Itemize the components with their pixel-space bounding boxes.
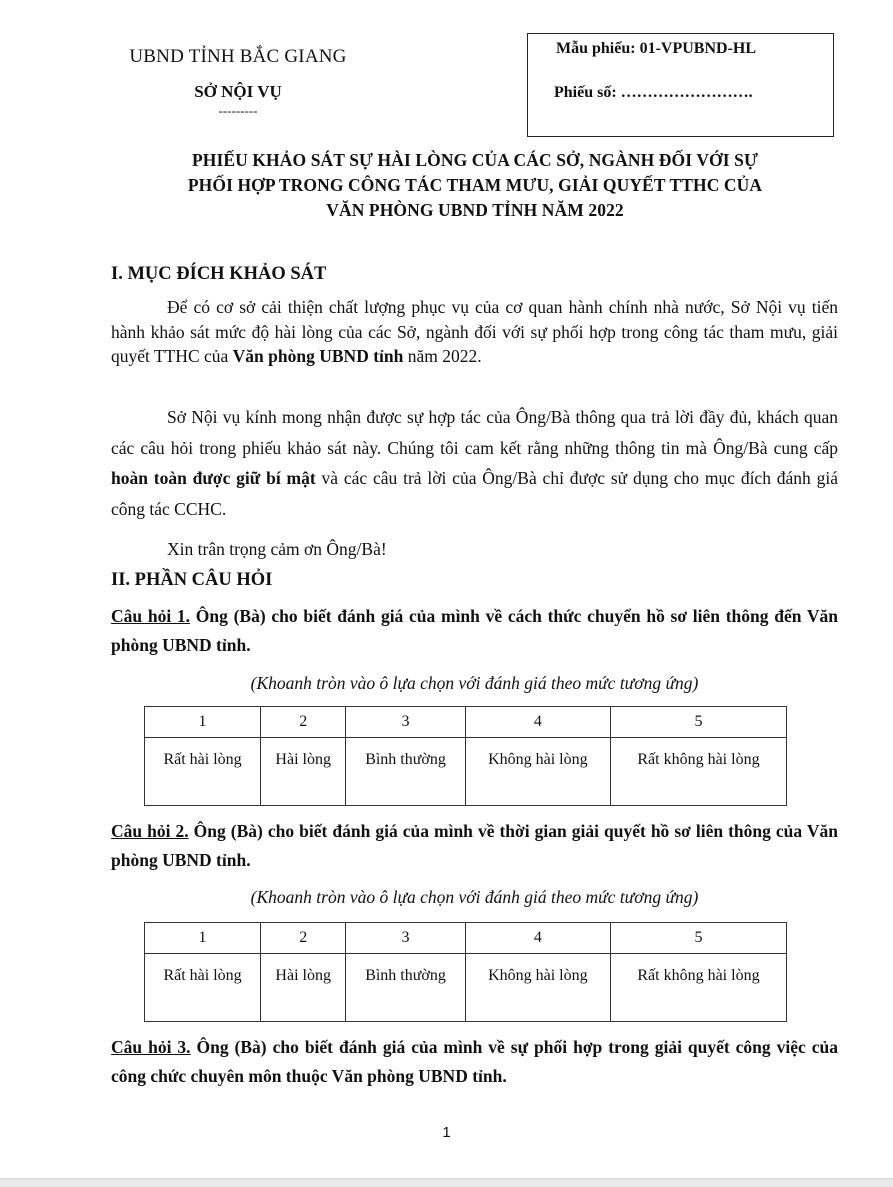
purpose-paragraph — [111, 295, 838, 369]
question-3-text: Ông (Bà) cho biết đánh giá của mình về sự phối hợp trong giải quyết công việc của công chức chuyên môn thuộc Văn phòng UBND tỉnh. — [111, 1037, 838, 1086]
rating-label-very-dissatisfied[interactable]: Rất không hài lòng — [610, 738, 786, 806]
purpose-text: Để có cơ sở cải thiện chất lượng phục vụ của cơ quan hành chính nhà nước, Sở Nội vụ tiến hành khảo sát mức độ hài lòng của các Sở, ngành đối với sự phối hợp trong công tác tham mưu, giải quyết TTHC của — [111, 297, 838, 366]
thanks-line: Xin trân trọng cảm ơn Ông/Bà! — [167, 539, 387, 559]
question-3-label: Câu hỏi 3. — [111, 1037, 191, 1057]
rating-option-5[interactable]: 5 — [610, 923, 786, 954]
rating-option-2[interactable]: 2 — [261, 707, 346, 738]
question-1-instruction: (Khoanh tròn vào ô lựa chọn với đánh giá theo mức tương ứng) — [250, 673, 699, 693]
rating-option-1[interactable]: 1 — [145, 923, 261, 954]
rating-option-4[interactable]: 4 — [465, 707, 610, 738]
rating-number-row — [145, 923, 787, 954]
rating-option-1[interactable]: 1 — [145, 707, 261, 738]
rating-option-4[interactable]: 4 — [465, 923, 610, 954]
confidentiality-text-end: và các câu trả lời của Ông/Bà chỉ được sử dụng cho mục đích đánh giá công tác CCHC. — [111, 468, 838, 519]
purpose-bold-text: Văn phòng UBND tỉnh — [232, 346, 404, 366]
issuing-authority — [118, 46, 358, 118]
rating-label-dissatisfied[interactable]: Không hài lòng — [465, 738, 610, 806]
title-line-3: VĂN PHÒNG UBND TỈNH NĂM 2022 — [326, 200, 624, 220]
rating-number-row — [145, 707, 787, 738]
rating-label-neutral[interactable]: Bình thường — [346, 954, 465, 1022]
rating-label-satisfied[interactable]: Hài lòng — [261, 954, 346, 1022]
rating-label-row — [145, 738, 787, 806]
confidentiality-paragraph — [111, 402, 838, 524]
province-committee: UBND TỈNH BẮC GIANG — [129, 46, 347, 67]
section-2-heading: II. PHẦN CÂU HỎI — [111, 570, 273, 590]
rating-label-dissatisfied[interactable]: Không hài lòng — [465, 954, 610, 1022]
rating-option-2[interactable]: 2 — [261, 923, 346, 954]
rating-label-row — [145, 954, 787, 1022]
rating-label-neutral[interactable]: Bình thường — [346, 738, 465, 806]
rating-option-5[interactable]: 5 — [610, 707, 786, 738]
rating-option-3[interactable]: 3 — [346, 923, 465, 954]
page-number: 1 — [442, 1124, 451, 1141]
question-1-text: Ông (Bà) cho biết đánh giá của mình về cách thức chuyển hồ sơ liên thông đến Văn phòng UBND tỉnh. — [111, 606, 839, 655]
rating-option-3[interactable]: 3 — [346, 707, 465, 738]
question-2-text: Ông (Bà) cho biết đánh giá của mình về thời gian giải quyết hồ sơ liên thông của Văn phòng UBND tỉnh. — [111, 821, 838, 870]
header-divider: --------- — [218, 103, 258, 118]
rating-label-very-dissatisfied[interactable]: Rất không hài lòng — [610, 954, 786, 1022]
rating-label-very-satisfied[interactable]: Rất hài lòng — [145, 954, 261, 1022]
question-1 — [111, 602, 838, 660]
department-name: SỞ NỘI VỤ — [194, 82, 282, 101]
form-info-box — [527, 33, 834, 137]
question-1-label: Câu hỏi 1. — [111, 606, 191, 626]
question-2-instruction: (Khoanh tròn vào ô lựa chọn với đánh giá theo mức tương ứng) — [250, 887, 699, 907]
title-line-1: PHIẾU KHẢO SÁT SỰ HÀI LÒNG CỦA CÁC SỞ, NGÀNH ĐỐI VỚI SỰ — [191, 150, 759, 170]
question-1-rating-table — [144, 706, 787, 806]
confidentiality-bold-text: hoàn toàn được giữ bí mật — [111, 468, 316, 488]
purpose-text-end: năm 2022. — [403, 346, 482, 366]
form-number-field: Phiếu số: ……………………. — [554, 84, 753, 101]
rating-label-very-satisfied[interactable]: Rất hài lòng — [145, 738, 261, 806]
section-1-heading: I. MỤC ĐÍCH KHẢO SÁT — [111, 264, 327, 284]
rating-label-satisfied[interactable]: Hài lòng — [261, 738, 346, 806]
form-code: Mẫu phiếu: 01-VPUBND-HL — [556, 40, 757, 57]
question-2 — [111, 817, 838, 875]
confidentiality-text: Sở Nội vụ kính mong nhận được sự hợp tác của Ông/Bà thông qua trả lời đầy đủ, khách quan các câu hỏi trong phiếu khảo sát này. Chúng tôi cam kết rằng những thông tin mà Ông/Bà cung cấp — [111, 407, 838, 458]
question-2-label: Câu hỏi 2. — [111, 821, 189, 841]
question-3 — [111, 1033, 838, 1091]
title-line-2: PHỐI HỢP TRONG CÔNG TÁC THAM MƯU, GIẢI QUYẾT TTHC CỦA — [187, 175, 763, 195]
document-title — [110, 148, 840, 223]
question-2-rating-table — [144, 922, 787, 1022]
